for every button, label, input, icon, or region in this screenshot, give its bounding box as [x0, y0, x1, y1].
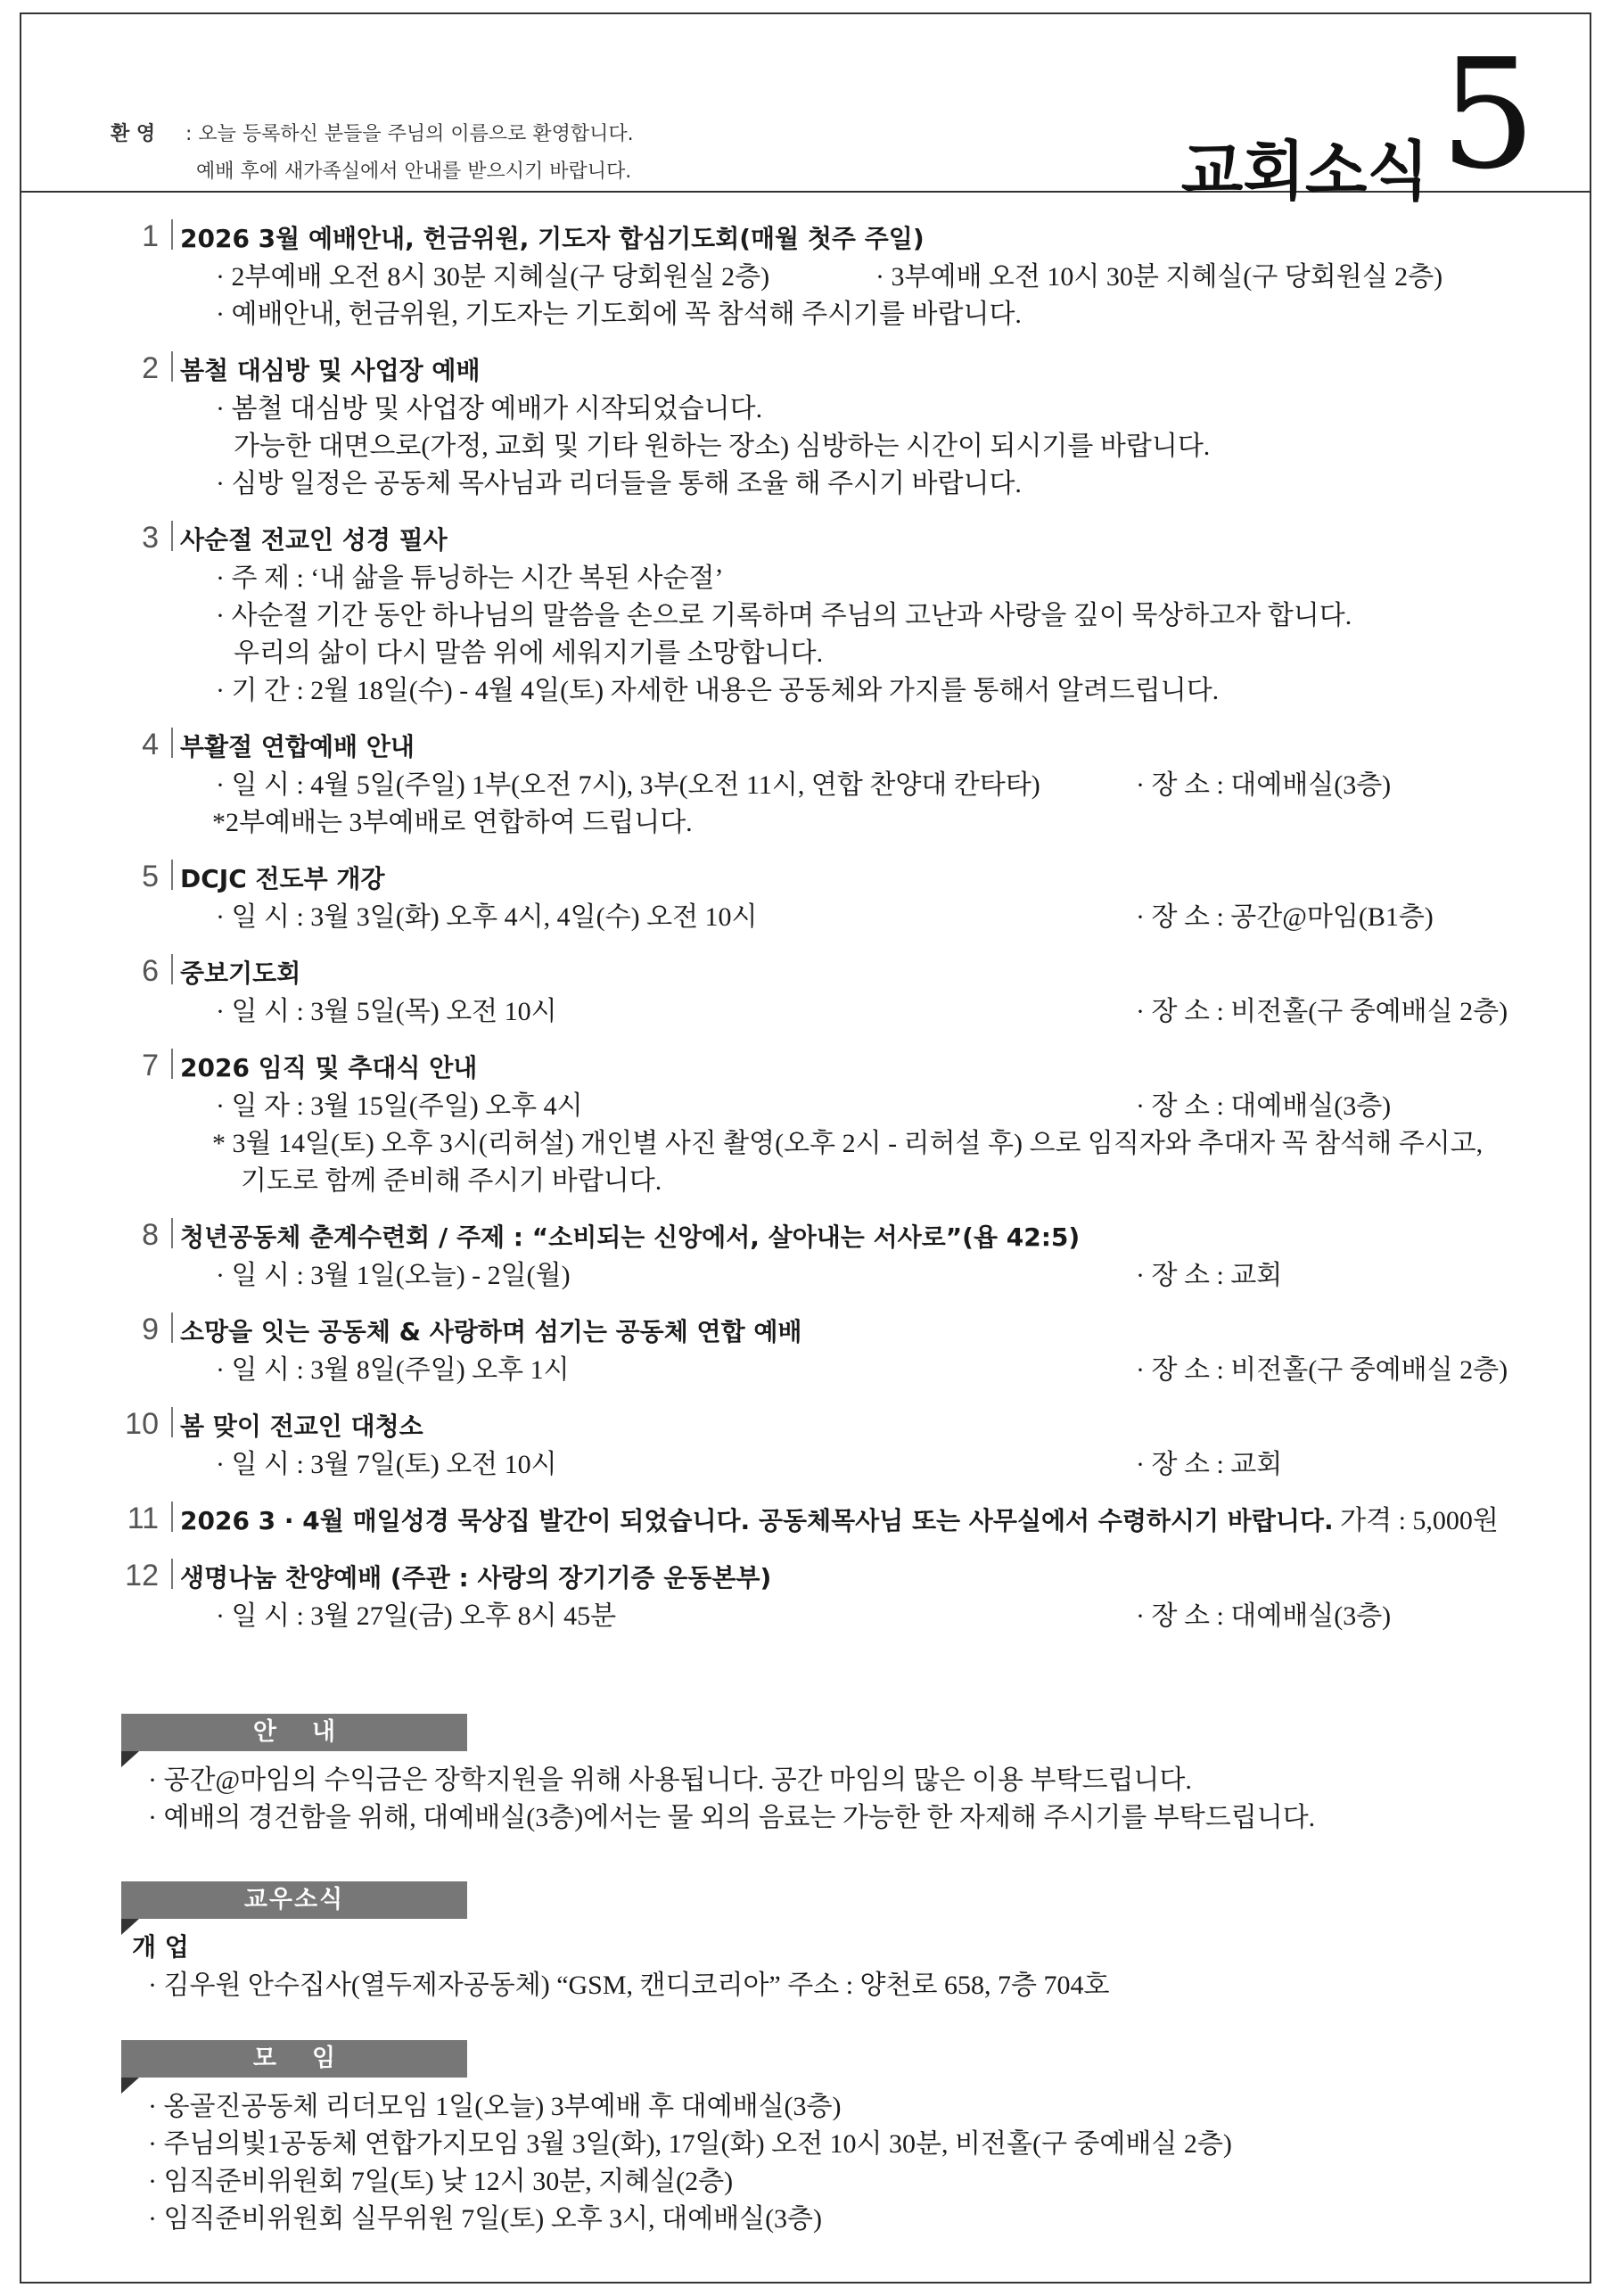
- list-item: · 공간@마임의 수익금은 장학지원을 위해 사용됩니다. 공간 마임의 많은 이용 부탁드립니다.: [148, 1765, 1192, 1795]
- notice-line: · 예배안내, 헌금위원, 기도자는 기도회에 꼭 참석해 주시기를 바랍니다.: [216, 300, 1022, 329]
- notice-title: 생명나눔 찬양예배 (주관 : 사랑의 장기기증 운동본부): [180, 1563, 772, 1592]
- meetings-section: [121, 2040, 1548, 2238]
- notice-title: DCJC 전도부 개강: [180, 864, 385, 893]
- notice-title: 소망을 잇는 공동체 & 사랑하며 섬기는 공동체 연합 예배: [180, 1317, 802, 1346]
- notice-line: · 일 시 : 4월 5일(주일) 1부(오전 7시), 3부(오전 11시, 연합 찬양대 칸타타): [216, 770, 1040, 800]
- notice-item: [21, 219, 1590, 333]
- notice-line: · 일 시 : 3월 8일(주일) 오후 1시: [216, 1355, 570, 1385]
- location-text: · 장 소 : 대예배실(3층): [1136, 1091, 1392, 1121]
- notice-item: [21, 1559, 1590, 1635]
- notice-number: 8: [102, 1218, 173, 1248]
- welcome-line-2: 예배 후에 새가족실에서 안내를 받으시기 바랍니다.: [196, 160, 632, 183]
- notice-item: [21, 1502, 1590, 1541]
- location-text: · 장 소 : 교회: [1136, 1261, 1283, 1290]
- location-text: · 장 소 : 대예배실(3층): [1136, 770, 1392, 800]
- notice-number: 11: [102, 1502, 173, 1532]
- list-item: · 임직준비위원회 7일(토) 낮 12시 30분, 지혜실(2층): [148, 2167, 734, 2196]
- section-heading: [121, 1714, 467, 1751]
- members-news-section: [121, 1881, 1548, 2004]
- location-text: · 장 소 : 대예배실(3층): [1136, 1601, 1392, 1631]
- notice-line: · 봄철 대심방 및 사업장 예배가 시작되었습니다.: [216, 394, 763, 424]
- notice-number: 6: [102, 954, 173, 984]
- notice-title: 2026 임직 및 추대식 안내: [180, 1053, 478, 1082]
- notice-title: 2026 3 · 4월 매일성경 묵상집 발간이 되었습니다. 공동체목사님 또는 사무실에서 수령하시기 바랍니다.: [180, 1506, 1334, 1535]
- notice-line: · 일 시 : 3월 5일(목) 오전 10시: [216, 997, 557, 1026]
- section-heading-text: 모임: [252, 2045, 372, 2072]
- notice-number: 1: [102, 219, 173, 250]
- notice-item: [21, 521, 1590, 710]
- notice-title: 중보기도회: [180, 959, 301, 988]
- notice-item: [21, 860, 1590, 936]
- notice-item: [21, 728, 1590, 842]
- list-item: · 임직준비위원회 실무위원 7일(토) 오후 3시, 대예배실(3층): [148, 2204, 823, 2234]
- bulletin-page: [20, 12, 1591, 2284]
- notice-line: · 3부예배 오전 10시 30분 지혜실(구 당회원실 2층): [875, 262, 1443, 292]
- notice-title: 봄 맞이 전교인 대청소: [180, 1411, 423, 1441]
- list-item: · 옹골진공동체 리더모임 1일(오늘) 3부예배 후 대예배실(3층): [148, 2092, 842, 2121]
- notice-line: · 일 시 : 3월 3일(화) 오후 4시, 4일(수) 오전 10시: [216, 902, 758, 932]
- notice-line: · 2부예배 오전 8시 30분 지혜실(구 당회원실 2층): [216, 262, 770, 292]
- page-header: [21, 14, 1590, 209]
- notice-number: 4: [102, 728, 173, 758]
- welcome-line-1: : 오늘 등록하신 분들을 주님의 이름으로 환영합니다.: [185, 123, 634, 145]
- notice-title: 부활절 연합예배 안내: [180, 732, 415, 761]
- notice-number: 7: [102, 1049, 173, 1079]
- page-number: 5: [1439, 27, 1536, 203]
- notice-line: 우리의 삶이 다시 말씀 위에 세워지기를 소망합니다.: [234, 638, 824, 668]
- list-item: · 주님의빛1공동체 연합가지모임 3월 3일(화), 17일(화) 오전 10시 30분, 비전홀(구 중예배실 2층): [148, 2129, 1232, 2159]
- section-heading: [121, 2040, 467, 2078]
- notice-title: 청년공동체 춘계수련회 / 주제 : “소비되는 신앙에서, 살아내는 서사로”(욥 42:5): [180, 1222, 1081, 1252]
- location-text: · 장 소 : 비전홀(구 중예배실 2층): [1136, 997, 1508, 1026]
- notice-line: *2부예배는 3부예배로 연합하여 드립니다.: [212, 808, 693, 837]
- notice-number: 5: [102, 860, 173, 890]
- notice-line: 가능한 대면으로(가정, 교회 및 기타 원하는 장소) 심방하는 시간이 되시기를 바랍니다.: [234, 432, 1211, 461]
- notice-item: [21, 954, 1590, 1031]
- notice-line: · 기 간 : 2월 18일(수) - 4월 4일(토) 자세한 내용은 공동체와 가지를 통해서 알려드립니다.: [216, 676, 1220, 705]
- notice-item: [21, 351, 1590, 503]
- location-text: · 장 소 : 비전홀(구 중예배실 2층): [1136, 1355, 1508, 1385]
- notice-title: 봄철 대심방 및 사업장 예배: [180, 356, 481, 385]
- notice-line: 기도로 함께 준비해 주시기 바랍니다.: [241, 1166, 662, 1196]
- page-title: 교회소식: [1180, 134, 1429, 209]
- notice-number: 12: [102, 1559, 173, 1589]
- notice-line: · 일 시 : 3월 1일(오늘) - 2일(월): [216, 1261, 571, 1290]
- notice-line: · 사순절 기간 동안 하나님의 말씀을 손으로 기록하며 주님의 고난과 사랑을 깊이 묵상하고자 합니다.: [216, 601, 1352, 630]
- section-heading-text: 안내: [252, 1718, 372, 1746]
- welcome-message: [111, 116, 634, 191]
- list-item: · 예배의 경건함을 위해, 대예배실(3층)에서는 물 외의 음료는 가능한 한 자제해 주시기를 부탁드립니다.: [148, 1803, 1316, 1832]
- section-heading: [121, 1881, 467, 1919]
- notice-title: 2026 3월 예배안내, 헌금위원, 기도자 합심기도회(매월 첫주 주일): [180, 224, 925, 253]
- notice-line: · 일 시 : 3월 27일(금) 오후 8시 45분: [216, 1601, 617, 1631]
- notice-list: [21, 219, 1590, 1653]
- location-text: · 장 소 : 공간@마임(B1층): [1136, 902, 1434, 932]
- notice-number: 10: [102, 1407, 173, 1437]
- notice-item: [21, 1407, 1590, 1484]
- notice-number: 9: [102, 1313, 173, 1343]
- list-item: · 김우원 안수집사(열두제자공동체) “GSM, 캔디코리아” 주소 : 양천로 658, 7층 704호: [148, 1971, 1110, 2000]
- notice-line: * 3월 14일(토) 오후 3시(리허설) 개인별 사진 촬영(오후 2시 - 리허설 후) 으로 임직자와 추대자 꼭 참석해 주시고,: [212, 1129, 1484, 1158]
- notice-line: · 심방 일정은 공동체 목사님과 리더들을 통해 조율 해 주시기 바랍니다.: [216, 469, 1022, 498]
- section-heading-text: 교우소식: [243, 1886, 345, 1913]
- guide-section: [121, 1714, 1548, 1837]
- notice-title: 사순절 전교인 성경 필사: [180, 525, 448, 555]
- location-text: · 장 소 : 교회: [1136, 1450, 1283, 1479]
- notice-number: 3: [102, 521, 173, 551]
- notice-line: · 주 제 : ‘내 삶을 튜닝하는 시간 복된 사순절’: [216, 564, 724, 593]
- subheading: 개 업: [132, 1932, 189, 1962]
- notice-line: · 일 자 : 3월 15일(주일) 오후 4시: [216, 1091, 583, 1121]
- notice-item: [21, 1049, 1590, 1200]
- notice-line: · 일 시 : 3월 7일(토) 오전 10시: [216, 1450, 557, 1479]
- notice-item: [21, 1313, 1590, 1389]
- notice-item: [21, 1218, 1590, 1295]
- notice-number: 2: [102, 351, 173, 382]
- price-text: 가격 : 5,000원: [1333, 1506, 1499, 1535]
- welcome-label: 환 영: [111, 123, 156, 145]
